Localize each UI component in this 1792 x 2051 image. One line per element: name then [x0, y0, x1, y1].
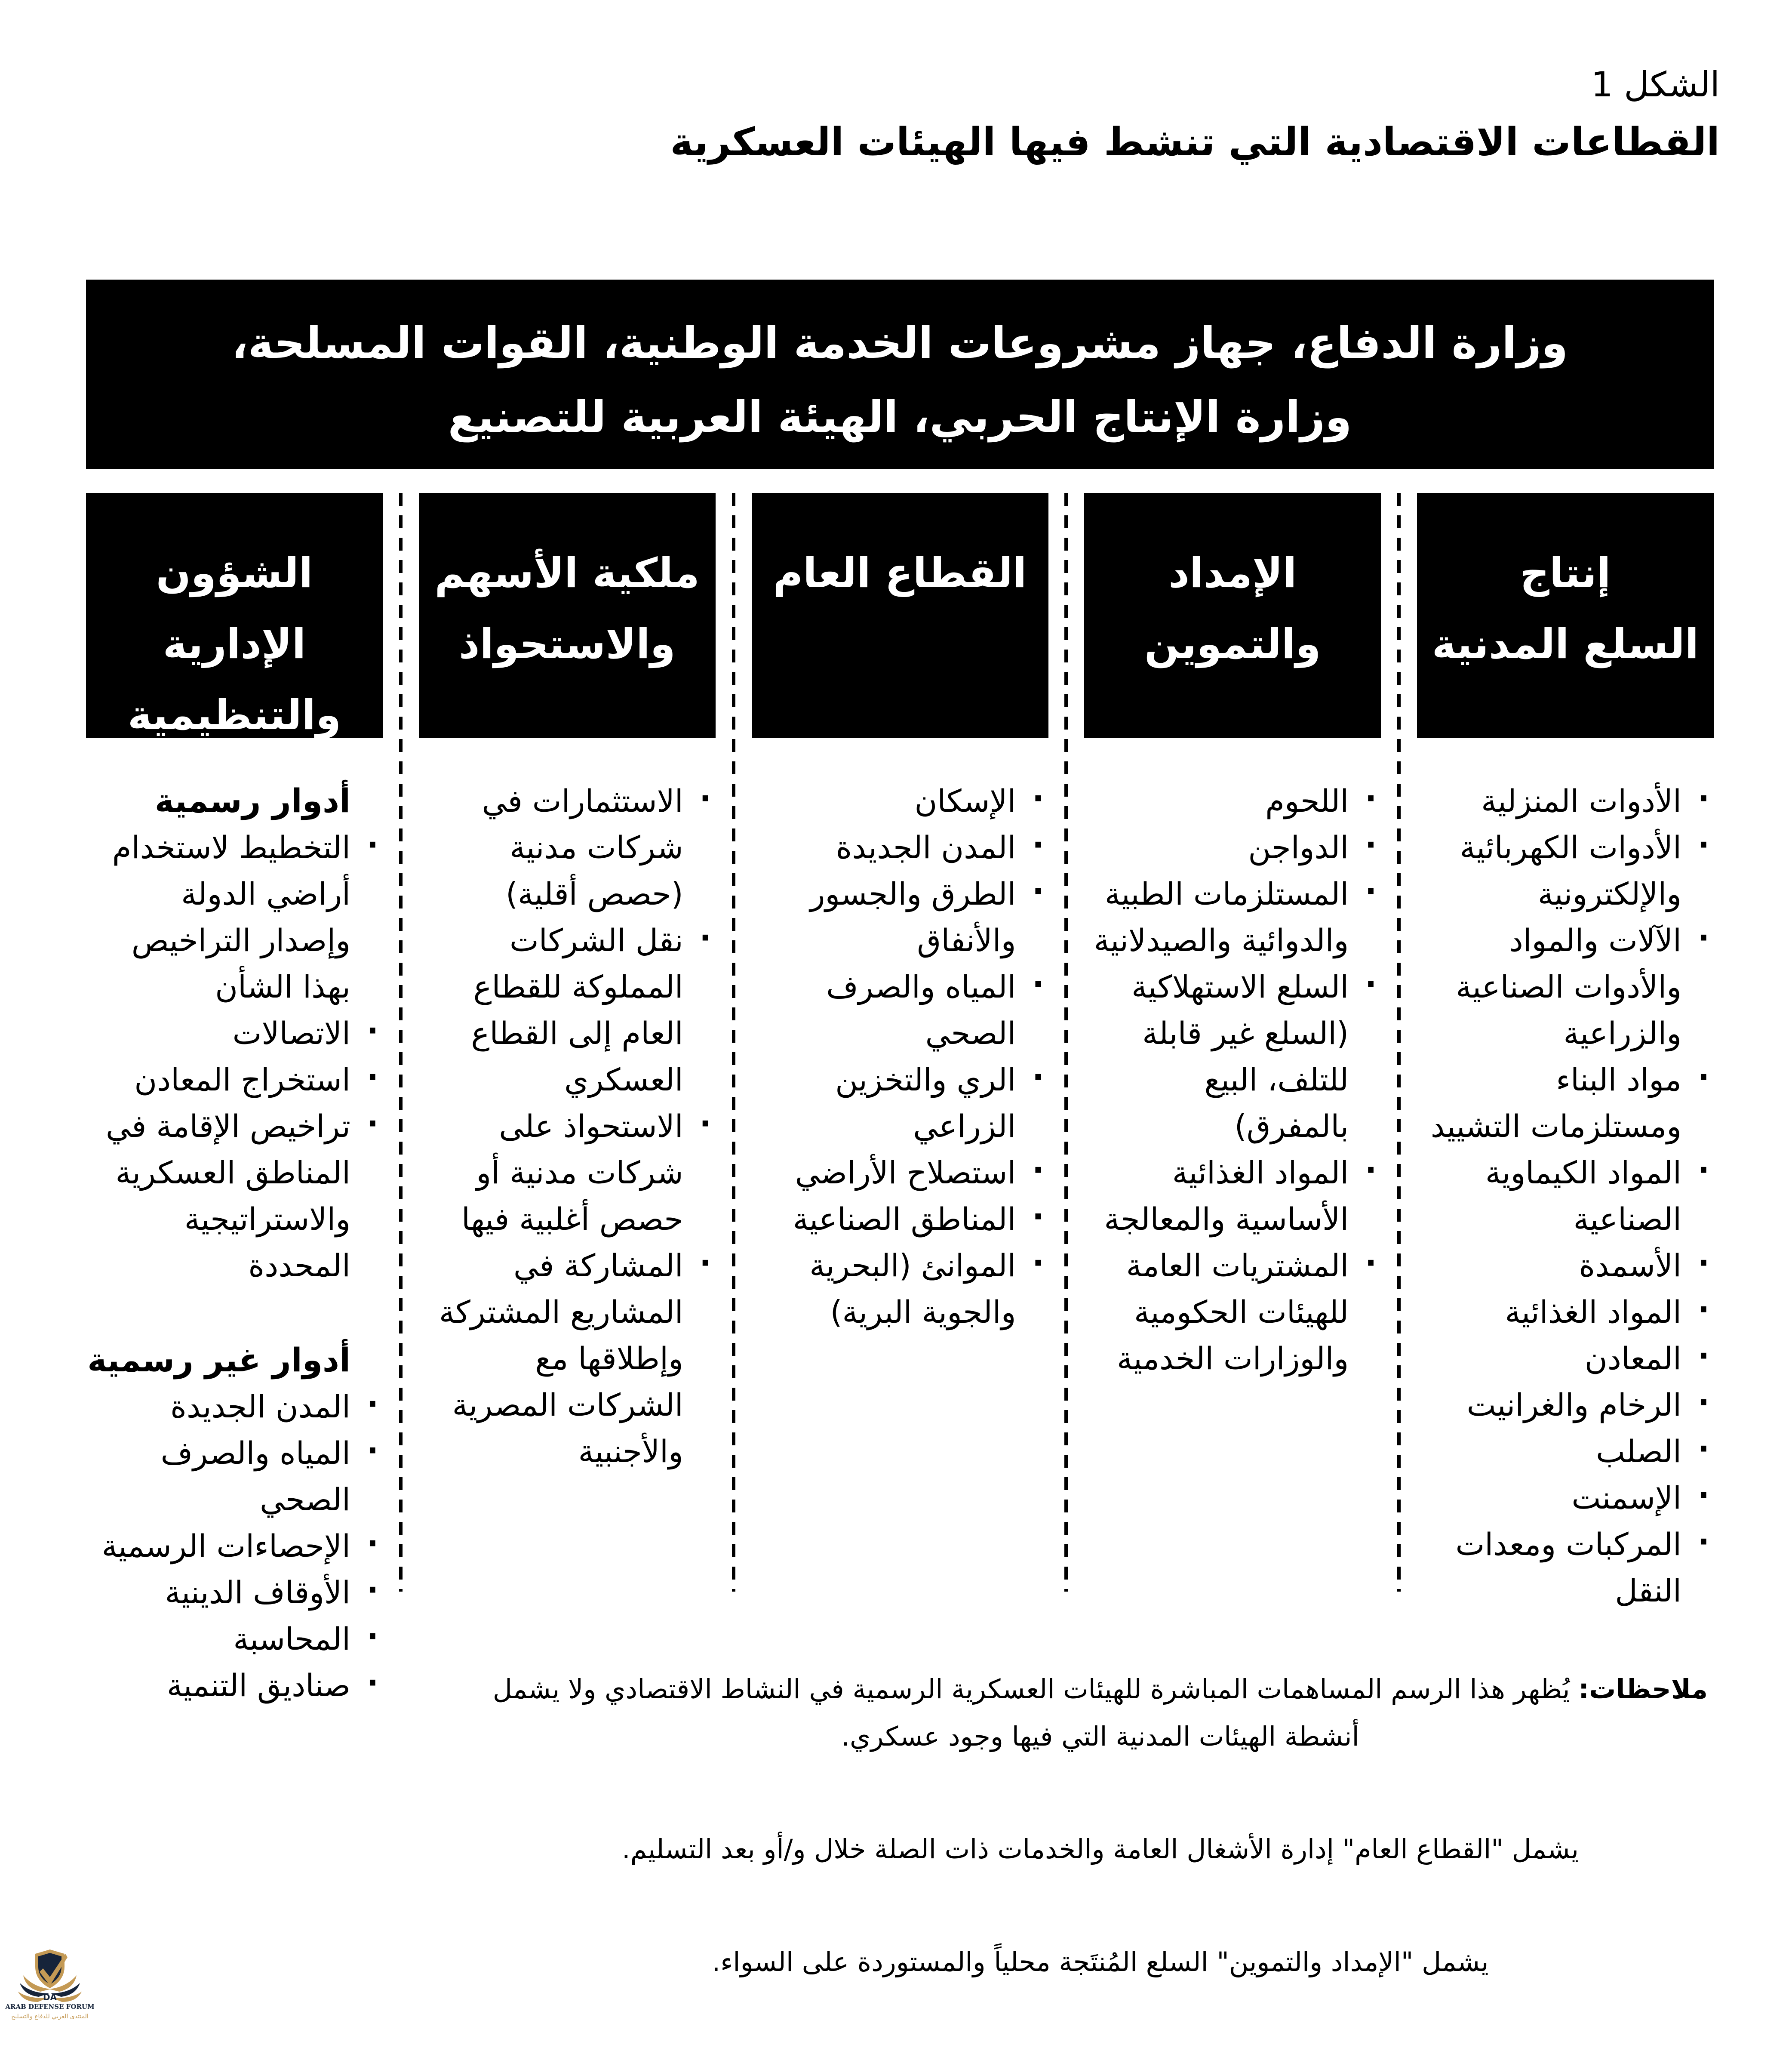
item-text: التخطيط لاستخدام أراضي الدولة وإصدار التراخيص بهذا الشأن — [112, 829, 350, 1005]
bullet-icon: · — [1365, 873, 1377, 909]
item-text: الري والتخزين الزراعي — [835, 1062, 1016, 1144]
list-item — [419, 917, 716, 1103]
list-item — [86, 1103, 383, 1289]
logo — [5, 1948, 95, 2021]
column-body — [419, 738, 716, 1475]
figure-label: الشكل 1 — [1591, 65, 1720, 105]
list-item — [86, 1569, 383, 1616]
list-item — [1084, 964, 1381, 1149]
note-paragraph — [482, 1826, 1719, 1873]
item-text: الأسمدة — [1579, 1247, 1681, 1284]
column-body — [1084, 738, 1381, 1382]
logo-monogram: DA — [43, 1992, 57, 2002]
item-text: السلع الاستهلاكية (السلع غير قابلة للتلف، البيع بالمفرق) — [1131, 969, 1349, 1144]
group-heading: أدوار رسمية — [154, 782, 350, 820]
item-text: الإحصاءات الرسمية — [101, 1528, 350, 1564]
column-body — [752, 738, 1048, 1335]
note-text: يُظهر هذا الرسم المساهمات المباشرة للهيئات العسكرية الرسمية في النشاط الاقتصادي ولا يشمل أنشطة الهيئات المدنية التي فيها وجود عسكري. — [492, 1673, 1579, 1752]
sector-column — [752, 493, 1048, 1335]
item-text: المناطق الصناعية — [793, 1201, 1016, 1237]
list-item — [752, 1056, 1048, 1149]
bullet-icon: · — [366, 1572, 378, 1608]
item-text: المستلزمات الطبية والدوائية والصيدلانية — [1094, 876, 1349, 958]
list-item — [86, 1010, 383, 1056]
sector-column — [86, 493, 383, 1709]
list-item — [752, 1242, 1048, 1335]
bullet-icon: · — [1032, 1152, 1044, 1188]
list-item — [1084, 871, 1381, 964]
item-text: الصلب — [1596, 1433, 1681, 1469]
list-item — [752, 871, 1048, 964]
item-text: المعادن — [1584, 1340, 1681, 1377]
list-item — [1084, 1242, 1381, 1382]
item-text: المحاسبة — [233, 1621, 350, 1657]
banner-line-1: وزارة الدفاع، جهاز مشروعات الخدمة الوطنية، القوات المسلحة، — [231, 318, 1568, 368]
bullet-icon: · — [366, 1106, 378, 1142]
bullet-icon: · — [1032, 780, 1044, 816]
item-text: صناديق التنمية — [166, 1667, 350, 1703]
item-group — [1084, 778, 1381, 1382]
bullet-icon: · — [366, 1665, 378, 1701]
bullet-icon: · — [1365, 1245, 1377, 1281]
bullet-icon: · — [1697, 920, 1709, 956]
list-item — [1417, 1335, 1714, 1382]
list-item — [86, 1616, 383, 1662]
item-text: الآلات والمواد والأدوات الصناعية والزراعية — [1456, 922, 1681, 1051]
bullet-icon: · — [1365, 966, 1377, 1002]
item-group — [86, 1337, 383, 1709]
item-text: الدواجن — [1248, 829, 1349, 865]
bullet-icon: · — [699, 920, 711, 956]
item-text: الإسكان — [914, 783, 1016, 819]
shield-icon — [35, 1949, 68, 1988]
item-text: الأدوات المنزلية — [1481, 783, 1681, 819]
item-text: اللحوم — [1265, 783, 1349, 819]
list-item — [1417, 1382, 1714, 1428]
list-item — [1084, 824, 1381, 871]
bullet-icon: · — [1697, 1524, 1709, 1560]
column-separator — [732, 493, 735, 1592]
list-item — [1084, 1149, 1381, 1242]
item-text: الاتصالات — [232, 1015, 350, 1051]
note-label: ملاحظات: — [1578, 1673, 1708, 1705]
note-text: يشمل "القطاع العام" إدارة الأشغال العامة والخدمات ذات الصلة خلال و/أو بعد التسليم. — [621, 1833, 1579, 1865]
column-header: ملكية الأسهم والاستحواذ — [419, 493, 716, 738]
item-text: المركبات ومعدات النقل — [1455, 1526, 1681, 1609]
list-item — [1417, 1475, 1714, 1521]
bullet-icon: · — [699, 1106, 711, 1142]
list-item — [1417, 1242, 1714, 1289]
item-text: الأدوات الكهربائية والإلكترونية — [1460, 829, 1681, 912]
item-text: الأوقاف الدينية — [165, 1574, 350, 1611]
list-item — [1417, 1289, 1714, 1335]
note-paragraph — [482, 1938, 1719, 1986]
bullet-icon: · — [1697, 827, 1709, 863]
column-body — [1417, 738, 1714, 1614]
item-text: المشاركة في المشاريع المشتركة وإطلاقها مع الشركات المصرية والأجنبية — [439, 1247, 683, 1469]
list-item — [86, 1523, 383, 1569]
column-header: الإمداد والتموين — [1084, 493, 1381, 738]
list-item — [1417, 824, 1714, 917]
column-header: القطاع العام — [752, 493, 1048, 738]
bullet-icon: · — [699, 1245, 711, 1281]
item-text: الرخام والغرانيت — [1466, 1387, 1681, 1423]
item-group — [752, 778, 1048, 1335]
bullet-icon: · — [1697, 1245, 1709, 1281]
list-item — [86, 824, 383, 1010]
group-heading: أدوار غير رسمية — [87, 1341, 350, 1379]
item-text: الموانئ (البحرية والجوية البرية) — [809, 1247, 1016, 1330]
columns — [86, 493, 1714, 1709]
item-text: مواد البناء ومستلزمات التشييد — [1430, 1062, 1681, 1144]
bullet-icon: · — [366, 1386, 378, 1422]
ministries-banner — [86, 280, 1714, 469]
bullet-icon: · — [1032, 1198, 1044, 1235]
list-item — [419, 1103, 716, 1242]
note-text: يشمل "الإمداد والتموين" السلع المُنتَجة محلياً والمستوردة على السواء. — [712, 1946, 1489, 1977]
bullet-icon: · — [1032, 1245, 1044, 1281]
bullet-icon: · — [1365, 780, 1377, 816]
sector-column — [419, 493, 716, 1475]
bullet-icon: · — [366, 1618, 378, 1654]
bullet-icon: · — [1365, 1152, 1377, 1188]
list-item — [86, 1662, 383, 1709]
note-paragraph — [482, 1666, 1719, 1760]
list-item — [419, 778, 716, 917]
list-item — [752, 824, 1048, 871]
notes — [482, 1666, 1719, 2051]
item-text: المواد الكيماوية الصناعية — [1485, 1155, 1681, 1237]
list-item — [1084, 778, 1381, 824]
logo-name-en: ARAB DEFENSE FORUM — [5, 2003, 95, 2011]
bullet-icon: · — [1697, 1384, 1709, 1420]
bullet-icon: · — [1032, 966, 1044, 1002]
bullet-icon: · — [1697, 1059, 1709, 1095]
column-body — [86, 738, 383, 1709]
item-group — [1417, 778, 1714, 1614]
item-text: المواد الغذائية — [1505, 1294, 1681, 1330]
item-text: المدن الجديدة — [836, 829, 1016, 865]
sector-column — [1417, 493, 1714, 1614]
bullet-icon: · — [1697, 1152, 1709, 1188]
item-text: تراخيص الإقامة في المناطق العسكرية والاستراتيجية المحددة — [105, 1108, 350, 1284]
list-item — [752, 778, 1048, 824]
bullet-icon: · — [1032, 827, 1044, 863]
list-item — [419, 1242, 716, 1475]
item-text: الطرق والجسور والأنفاق — [810, 876, 1016, 958]
item-text: استصلاح الأراضي — [795, 1155, 1016, 1191]
item-text: استخراج المعادن — [134, 1062, 350, 1098]
bullet-icon: · — [366, 827, 378, 863]
item-text: المواد الغذائية الأساسية والمعالجة — [1104, 1155, 1349, 1237]
bullet-icon: · — [1032, 1059, 1044, 1095]
item-text: المشتريات العامة للهيئات الحكومية والوزارات الخدمية — [1117, 1247, 1349, 1377]
list-item — [752, 1149, 1048, 1196]
item-text: المياه والصرف الصحي — [160, 1435, 350, 1518]
logo-name-ar: المنتدى العربي للدفاع والتسليح — [11, 2013, 89, 2020]
column-separator — [399, 493, 403, 1592]
list-item — [1417, 1149, 1714, 1242]
item-group — [419, 778, 716, 1475]
column-separator — [1064, 493, 1068, 1592]
column-header: إنتاج السلع المدنية — [1417, 493, 1714, 738]
list-item — [1417, 1056, 1714, 1149]
figure-title: القطاعات الاقتصادية التي تنشط فيها الهيئات العسكرية — [670, 120, 1720, 165]
bullet-icon: · — [1697, 1291, 1709, 1327]
item-text: الاستحواذ على شركات مدنية أو حصص أغلبية فيها — [461, 1108, 683, 1237]
list-item — [1417, 1428, 1714, 1475]
list-item — [86, 1383, 383, 1430]
column-header: الشؤون الإدارية والتنظيمية — [86, 493, 383, 738]
bullet-icon: · — [1365, 827, 1377, 863]
bullet-icon: · — [1032, 873, 1044, 909]
bullet-icon: · — [1697, 1431, 1709, 1467]
list-item — [1417, 917, 1714, 1056]
item-text: الاستثمارات في شركات مدنية (حصص أقلية) — [482, 783, 683, 912]
sector-column — [1084, 493, 1381, 1382]
item-group — [86, 778, 383, 1289]
list-item — [86, 1056, 383, 1103]
column-separator — [1397, 493, 1401, 1592]
bullet-icon: · — [1697, 780, 1709, 816]
item-text: نقل الشركات المملوكة للقطاع العام إلى القطاع العسكري — [471, 922, 683, 1098]
bullet-icon: · — [1697, 1338, 1709, 1374]
bullet-icon: · — [366, 1013, 378, 1049]
bullet-icon: · — [366, 1525, 378, 1561]
item-text: المدن الجديدة — [170, 1389, 350, 1425]
list-item — [86, 1430, 383, 1523]
list-item — [1417, 1521, 1714, 1614]
bullet-icon: · — [699, 780, 711, 816]
list-item — [752, 1196, 1048, 1242]
list-item — [1417, 778, 1714, 824]
item-text: المياه والصرف الصحي — [826, 969, 1016, 1051]
bullet-icon: · — [366, 1059, 378, 1095]
banner-line-2: وزارة الإنتاج الحربي، الهيئة العربية للتصنيع — [448, 392, 1352, 442]
bullet-icon: · — [366, 1432, 378, 1469]
list-item — [752, 964, 1048, 1056]
item-text: الإسمنت — [1571, 1480, 1681, 1516]
bullet-icon: · — [1697, 1477, 1709, 1513]
